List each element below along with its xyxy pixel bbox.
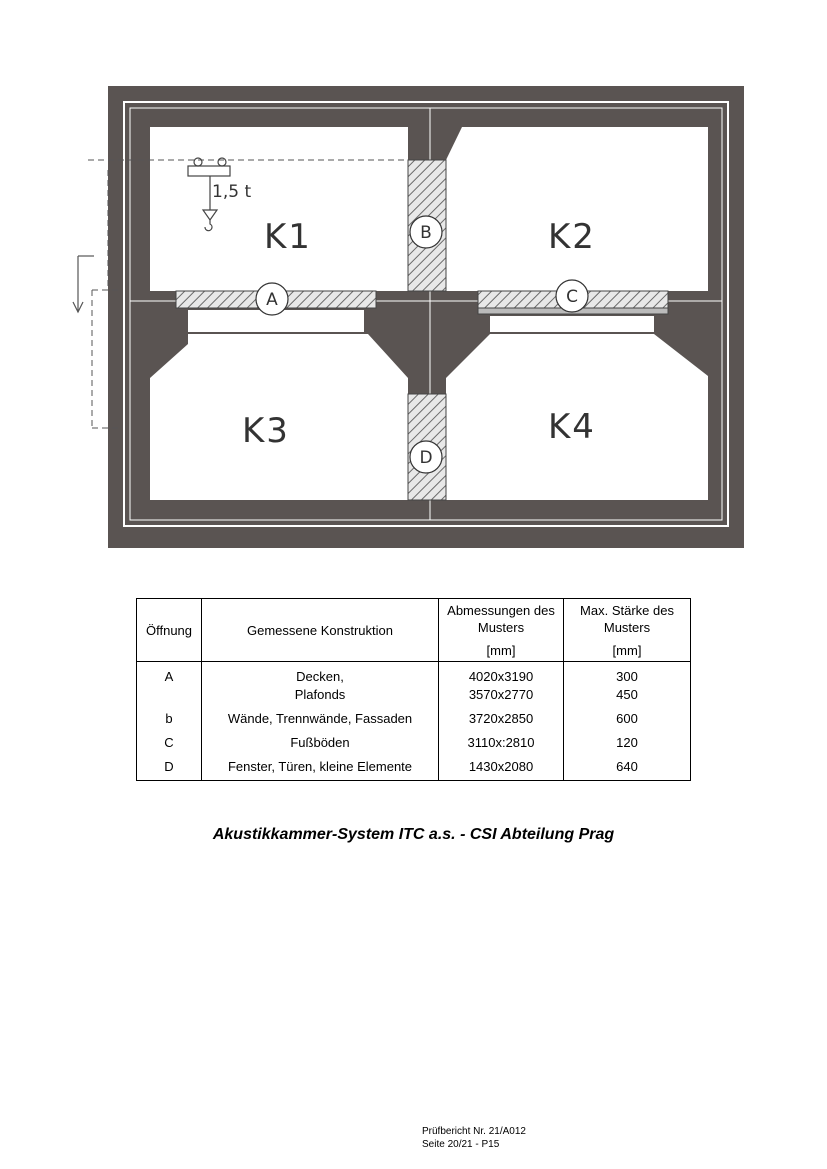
room-k2 (446, 127, 708, 291)
header-dimensions: Abmessungen des Musters [mm] (439, 599, 564, 662)
opening-label-a: A (266, 290, 278, 310)
table-row: A Decken, 4020x3190 300 (137, 662, 691, 687)
table-row: C Fußböden 3110x:2810 120 (137, 728, 691, 752)
room-k1 (150, 127, 414, 291)
table-header-row (137, 599, 691, 662)
room-label-k1: K1 (264, 217, 312, 257)
floor-plan (0, 0, 827, 560)
table-row: b Wände, Trennwände, Fassaden 3720x2850 600 (137, 704, 691, 728)
opening-label-d: D (419, 448, 433, 468)
header-opening: Öffnung (137, 599, 202, 662)
figure-caption: Akustikkammer-System ITC a.s. - CSI Abteilung Prag (212, 826, 615, 843)
room-label-k4: K4 (548, 407, 596, 447)
floor-plan-drawing (0, 0, 827, 560)
specimen-table-container (136, 598, 691, 781)
specimen-table (136, 598, 691, 781)
page-footer (422, 1125, 526, 1151)
header-thickness: Max. Stärke des Musters [mm] (564, 599, 691, 662)
arrow-down-icon (73, 256, 94, 312)
header-construction: Gemessene Konstruktion (202, 599, 439, 662)
room-label-k3: K3 (242, 411, 290, 451)
table-row: Plafonds 3570x2770 450 (137, 686, 691, 704)
report-number: Prüfbericht Nr. 21/A012 (422, 1126, 526, 1137)
opening-label-c: C (566, 287, 578, 307)
crane-load-label: 1,5 t (212, 182, 252, 202)
page-number: Seite 20/21 - P15 (422, 1139, 500, 1150)
room-label-k2: K2 (548, 217, 596, 257)
opening-label-b: B (420, 223, 432, 243)
table-row: D Fenster, Türen, kleine Elemente 1430x2080 640 (137, 752, 691, 781)
